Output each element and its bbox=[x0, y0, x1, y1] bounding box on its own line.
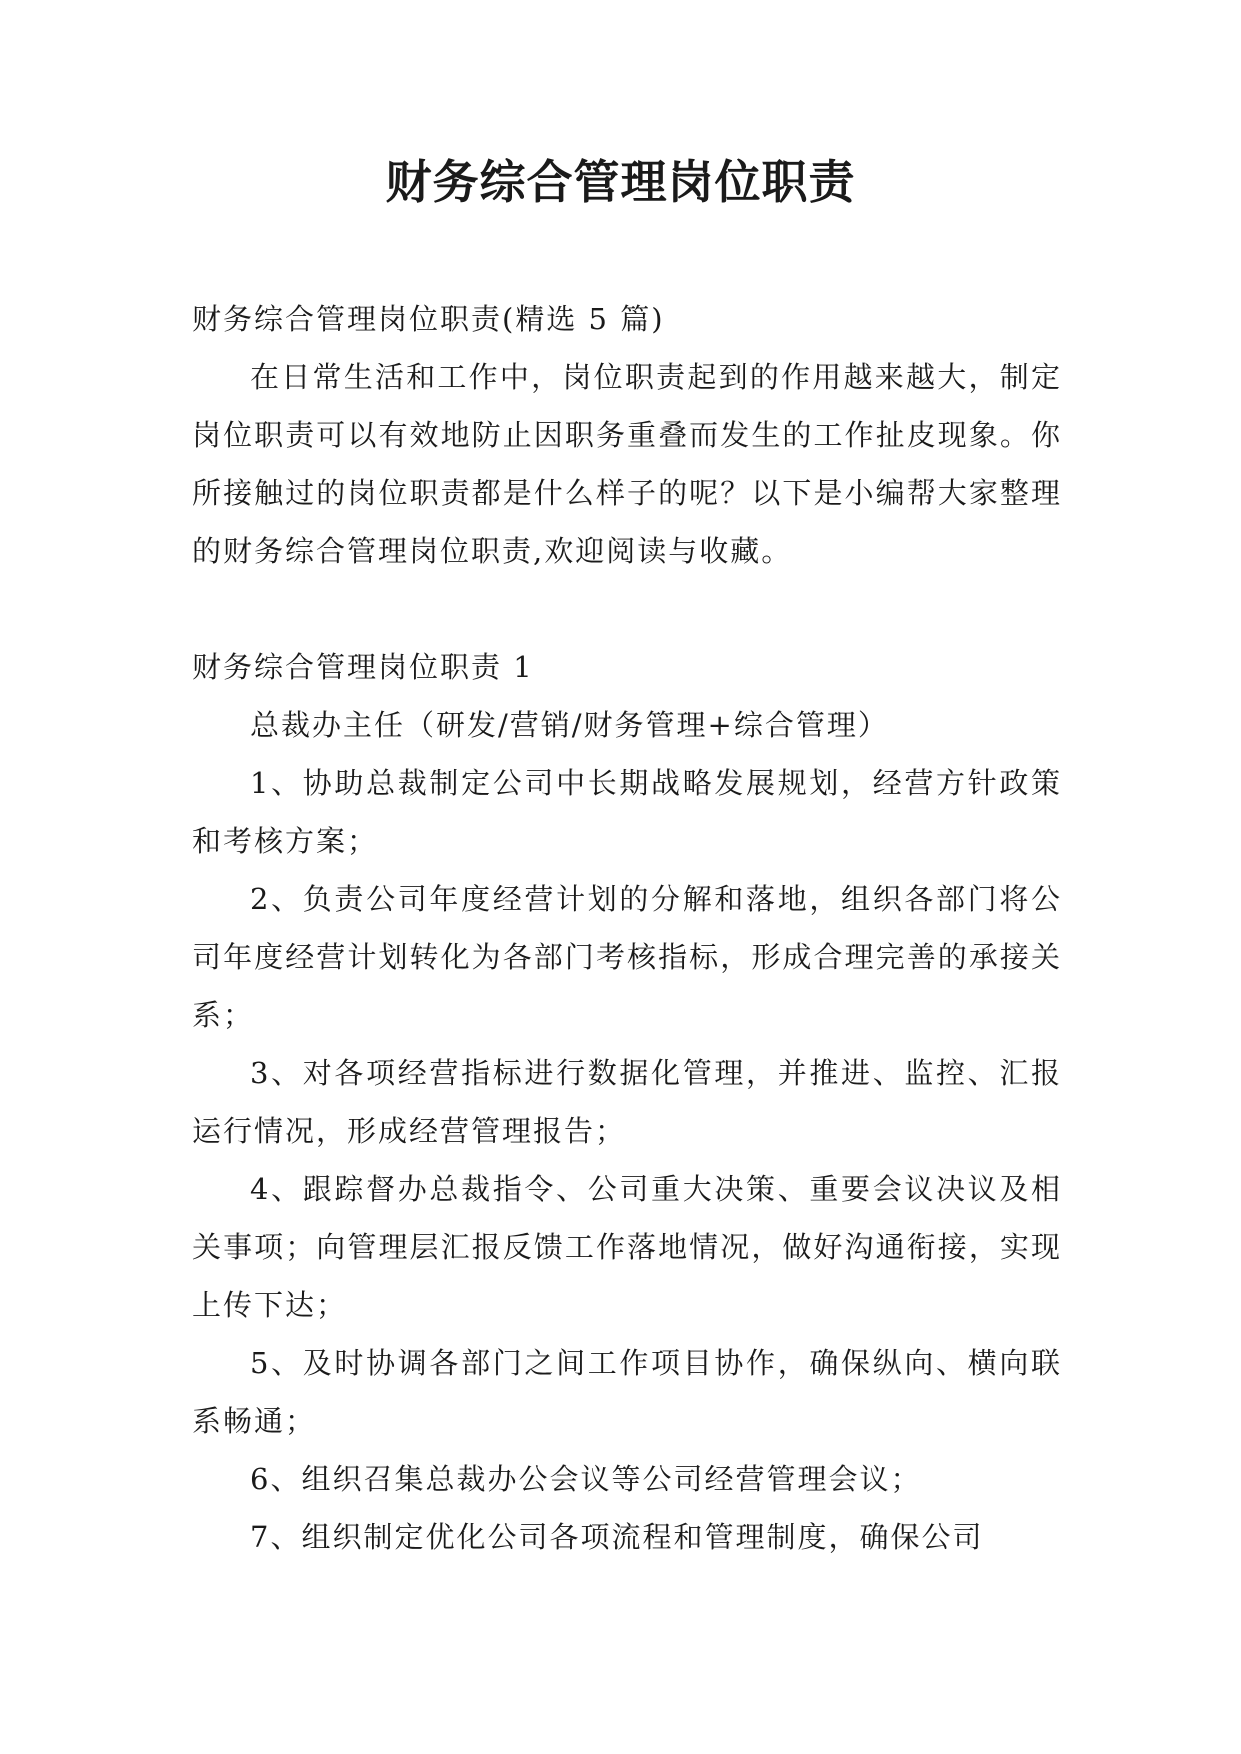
duty-item-7: 7、组织制定优化公司各项流程和管理制度，确保公司 bbox=[250, 1520, 984, 1554]
duty-item-6: 6、组织召集总裁办公会议等公司经营管理会议； bbox=[250, 1462, 922, 1496]
section-heading: 财务综合管理岗位职责 1 bbox=[192, 650, 534, 684]
role-title: 总裁办主任（研发/营销/财务管理+综合管理） bbox=[250, 708, 889, 742]
document-title: 财务综合管理岗位职责 bbox=[385, 155, 856, 209]
duty-item-4: 4、跟踪督办总裁指令、公司重大决策、重要会议决议及相关事项；向管理层汇报反馈工作落地情况，做好沟通衔接，实现上传下达； bbox=[192, 1172, 1062, 1322]
document-body bbox=[192, 290, 1062, 1566]
intro-paragraph: 在日常生活和工作中，岗位职责起到的作用越来越大，制定岗位职责可以有效地防止因职务重叠而发生的工作扯皮现象。你所接触过的岗位职责都是什么样子的呢？以下是小编帮大家整理的财务综合管理岗位职责,欢迎阅读与收藏。 bbox=[192, 360, 1062, 568]
duty-item-1: 1、协助总裁制定公司中长期战略发展规划，经营方针政策和考核方案； bbox=[192, 766, 1062, 858]
document-subtitle: 财务综合管理岗位职责(精选 5 篇) bbox=[192, 302, 665, 336]
duty-item-2: 2、负责公司年度经营计划的分解和落地，组织各部门将公司年度经营计划转化为各部门考核指标，形成合理完善的承接关系； bbox=[192, 882, 1062, 1032]
duty-item-5: 5、及时协调各部门之间工作项目协作，确保纵向、横向联系畅通； bbox=[192, 1346, 1062, 1438]
duty-item-3: 3、对各项经营指标进行数据化管理，并推进、监控、汇报运行情况，形成经营管理报告； bbox=[192, 1056, 1062, 1148]
